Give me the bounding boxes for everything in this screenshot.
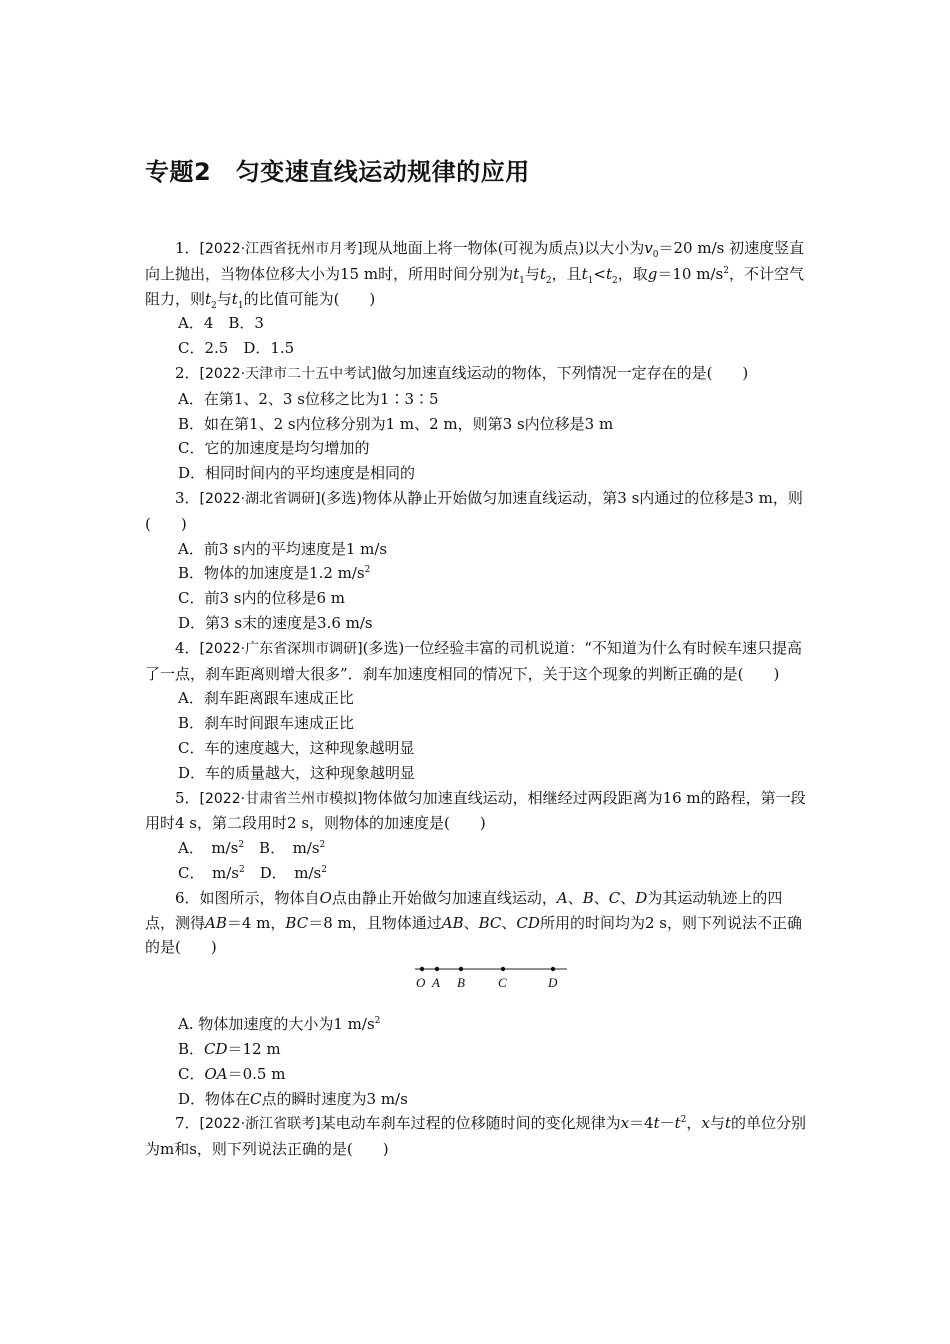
point-c-label: C bbox=[498, 975, 507, 991]
question-source: [2022·甘肃省兰州市模拟] bbox=[199, 790, 363, 807]
question-3: 3．[2022·湖北省调研](多选)物体从静止开始做匀加速直线运动，第3 s内通过的位移是3 m，则( ) bbox=[145, 488, 803, 533]
option-b: B．CD＝12 m bbox=[178, 1039, 281, 1058]
option-c: C．它的加速度是均匀增加的 bbox=[178, 439, 370, 458]
option-d: D．物体在C点的瞬时速度为3 m/s bbox=[178, 1089, 408, 1108]
option-c: C．OA＝0.5 m bbox=[178, 1064, 286, 1083]
question-source: [2022·广东省深圳市调研] bbox=[199, 640, 363, 657]
question-number: 6． bbox=[175, 888, 200, 907]
page-title: 专题2 匀变速直线运动规律的应用 bbox=[145, 158, 530, 186]
option-c: C．前3 s内的位移是6 m bbox=[178, 589, 346, 608]
point-o-dot bbox=[420, 967, 424, 971]
question-list bbox=[145, 236, 809, 1162]
question-number: 3． bbox=[175, 488, 200, 507]
point-a-label: A bbox=[432, 975, 440, 991]
point-b-dot bbox=[459, 967, 463, 971]
question-number: 2． bbox=[175, 363, 200, 382]
question-source: [2022·湖北省调研] bbox=[199, 490, 321, 507]
trajectory-diagram bbox=[413, 962, 573, 992]
question-7: 7．[2022·浙江省联考]某电动车刹车过程的位移随时间的变化规律为$x=4t-t^2$，x与t的单位分别为m和s，则下列说法正确的是( ) bbox=[145, 1114, 806, 1159]
option-line: A． $m/s^2$ B． $m/s^2$ bbox=[178, 839, 326, 858]
question-2: 2．[2022·天津市二十五中考试]做匀加速直线运动的物体，下列情况一定存在的是( ) bbox=[175, 363, 749, 382]
option-d: D．相同时间内的平均速度是相同的 bbox=[178, 464, 416, 483]
point-d-label: D bbox=[548, 975, 558, 991]
question-source: [2022·天津市二十五中考试] bbox=[199, 365, 377, 382]
question-6: 6．如图所示，物体自O点由静止开始做匀加速直线运动，A、B、C、D为其运动轨迹上的四点，测得AB＝4 m，BC＝8 m，且物体通过AB、BC、CD所用的时间均为2 s，则下列说法不正确的是( ) bbox=[145, 888, 802, 957]
question-number: 4． bbox=[175, 638, 200, 657]
question-1: 1．[2022·江西省抚州市月考]现从地面上将一物体(可视为质点)以大小为$v_0=20$ m/s 初速度竖直向上抛出，当物体位移大小为15 m时，所用时间分别为$t_1$与$t_2$，且$t_1<t_2$，取g＝10 $m/s^2$，不计空气阻力，则$t_2$与$t_1$的比值可能为( ) bbox=[145, 239, 805, 311]
option-b: B．如在第1、2 s内位移分别为1 m、2 m，则第3 s内位移是3 m bbox=[178, 414, 614, 433]
option-line: A．4 B．3 bbox=[178, 314, 264, 333]
option-a: A．在第1、2、3 s位移之比为1∶3∶5 bbox=[178, 389, 439, 408]
point-o-label: O bbox=[416, 975, 426, 991]
question-5: 5．[2022·甘肃省兰州市模拟]物体做匀加速直线运动，相继经过两段距离为16 m的路程，第一段用时4 s，第二段用时2 s，则物体的加速度是( ) bbox=[145, 788, 806, 833]
question-number: 7． bbox=[175, 1114, 200, 1133]
point-b-label: B bbox=[457, 975, 465, 991]
question-number: 5． bbox=[175, 788, 200, 807]
question-number: 1． bbox=[175, 239, 200, 257]
question-4: 4．[2022·广东省深圳市调研](多选)一位经验丰富的司机说道：“不知道为什么有时候车速只提高了一点，刹车距离则增大很多”．刹车加速度相同的情况下，关于这个现象的判断正确的是( ) bbox=[145, 638, 802, 683]
point-c-dot bbox=[501, 967, 505, 971]
question-source: [2022·浙江省联考] bbox=[199, 1116, 321, 1133]
option-a: A．前3 s内的平均速度是1 m/s bbox=[178, 539, 388, 558]
option-c: C．车的速度越大，这种现象越明显 bbox=[178, 738, 415, 757]
option-line: C．2.5 D．1.5 bbox=[178, 339, 295, 358]
point-a-dot bbox=[435, 967, 439, 971]
option-line: C． $m/s^2$ D． $m/s^2$ bbox=[178, 863, 327, 882]
option-b: B．物体的加速度是1.2 $m/s^2$ bbox=[178, 564, 371, 583]
option-a: A．刹车距离跟车速成正比 bbox=[178, 689, 354, 708]
option-d: D．第3 s末的速度是3.6 m/s bbox=[178, 613, 373, 632]
option-b: B．刹车时间跟车速成正比 bbox=[178, 714, 355, 733]
trajectory-figure bbox=[145, 960, 809, 1012]
option-d: D．车的质量越大，这种现象越明显 bbox=[178, 763, 416, 782]
question-source: [2022·江西省抚州市月考] bbox=[199, 241, 363, 257]
option-a: A. 物体加速度的大小为1 $m/s^2$ bbox=[178, 1015, 381, 1034]
point-d-dot bbox=[551, 967, 555, 971]
